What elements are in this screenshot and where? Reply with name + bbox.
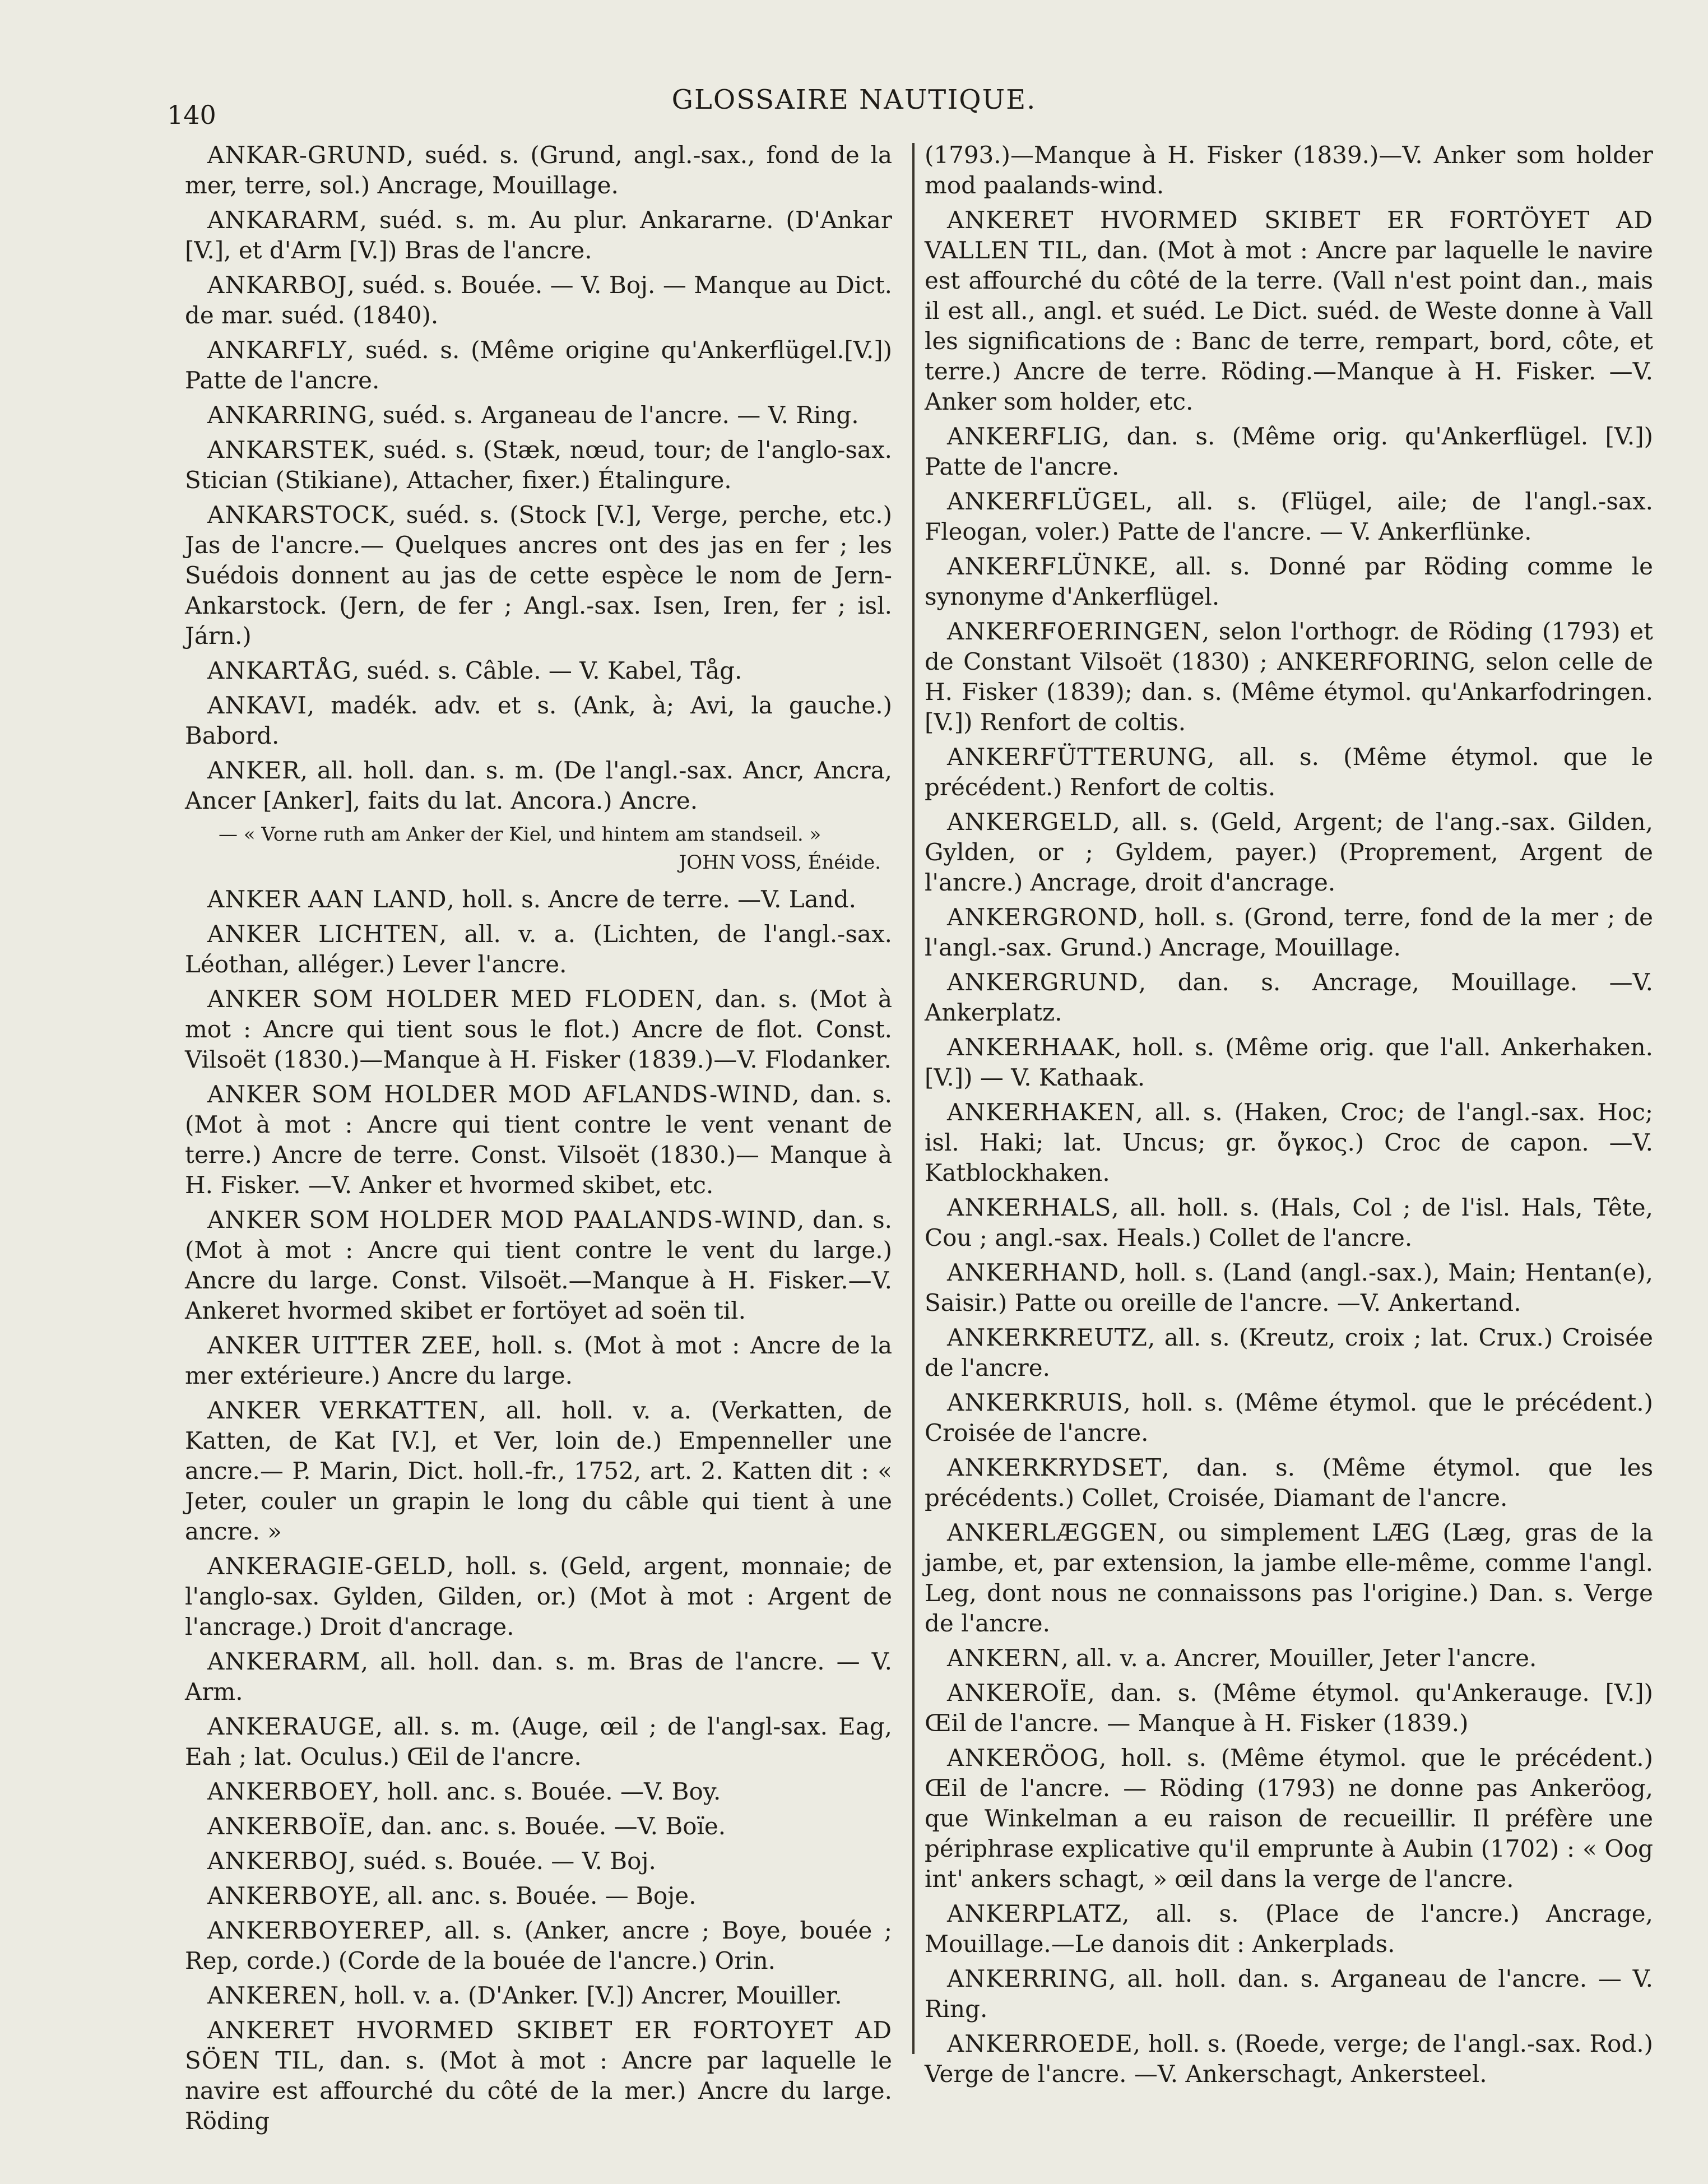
entry-definition: , suéd. s. (Stock [V.], Verge, perche, etc.) Jas de l'ancre.— Quelques ancres ont des jas en fer ; les Suédois donnent au jas de cette espèce le nom de Jern-Ankarstock. (Jern, de fer ; Angl.-sax. Isen, Iren, fer ; isl. Járn.) <box>185 501 892 650</box>
glossary-entry <box>185 270 892 331</box>
entry-definition: , dan. s. (Mot à mot : Ancre qui tient sous le flot.) Ancre de flot. Const. Vilsoët (1830.)—Manque à H. Fisker (1839.)—V. Flodanker. <box>185 985 892 1073</box>
glossary-entry <box>185 1079 892 1200</box>
glossary-entry <box>925 1678 1653 1738</box>
entry-headword: ANKERPLATZ <box>947 1900 1122 1927</box>
entry-definition: , holl. s. (Même étymol. que le précédent.) Œil de l'ancre. — Röding (1793) ne donne pas Ankeröog, que Winkelman a eu raison de recueillir. Il préfère une périphrase explicative qu'il emprunte à Aubin (1702) : « Oog int' ankers schagt, » œil dans la verge de l'ancre. <box>925 1744 1653 1893</box>
glossary-entry <box>925 902 1653 963</box>
glossary-entry <box>925 1899 1653 1959</box>
entry-headword: ANKER SOM HOLDER MED FLODEN <box>207 985 696 1013</box>
glossary-entry <box>185 1395 892 1547</box>
glossary-entry <box>185 2015 892 2136</box>
entry-headword: ANKER UITTER ZEE <box>207 1332 474 1359</box>
entry-definition: , dan. s. (Mot à mot : Ancre par laquelle le navire est affourché du côté de la mer.) Ancre du large. Röding <box>185 2047 892 2135</box>
glossary-entry <box>185 1647 892 1707</box>
entry-definition: , all. v. a. Ancrer, Mouiller, Jeter l'ancre. <box>1061 1644 1537 1672</box>
glossary-entry <box>925 1643 1653 1673</box>
glossary-entry <box>185 1916 892 1976</box>
entry-definition: , suéd. s. Bouée. — V. Boj. <box>348 1847 656 1875</box>
entry-definition: , all. s. (Place de l'ancre.) Ancrage, Mouillage.—Le danois dit : Ankerplads. <box>925 1900 1653 1958</box>
glossary-entry <box>185 1777 892 1807</box>
entry-definition: , holl. s. (Mot à mot : Ancre de la mer extérieure.) Ancre du large. <box>185 1332 892 1389</box>
entry-headword: ANKERARM <box>207 1648 361 1675</box>
page-number: 140 <box>167 100 216 130</box>
entry-definition: , dan. s. Ancrage, Mouillage. —V. Ankerplatz. <box>925 968 1653 1026</box>
entry-definition: , holl. anc. s. Bouée. —V. Boy. <box>372 1778 721 1805</box>
glossary-entry <box>925 742 1653 803</box>
entry-definition: (1793.)—Manque à H. Fisker (1839.)—V. Anker som holder mod paalands-wind. <box>925 141 1653 199</box>
entry-headword: ANKERKREUTZ <box>947 1324 1148 1351</box>
glossary-entry <box>925 1453 1653 1513</box>
right-column <box>925 140 1653 2094</box>
entry-headword: ANKERET HVORMED SKIBET ER FORTOYET AD SÖEN TIL <box>185 2016 892 2074</box>
entry-headword: ANKAVI <box>207 692 307 719</box>
entry-headword: ANKARARM <box>207 206 360 234</box>
entry-definition: , suéd. s. Câble. — V. Kabel, Tåg. <box>351 657 742 684</box>
glossary-entry <box>185 500 892 651</box>
glossary-entry <box>925 205 1653 417</box>
entry-definition: , all. s. (Geld, Argent; de l'ang.-sax. Gilden, Gylden, or ; Gyldem, payer.) (Proprement, Argent de l'ancre.) Ancrage, droit d'ancrage. <box>925 808 1653 896</box>
entry-definition: , holl. s. Ancre de terre. —V. Land. <box>447 885 856 913</box>
glossary-entry <box>185 435 892 495</box>
entry-headword: ANKERBOJ <box>207 1847 349 1875</box>
entry-definition: , holl. s. (Roede, verge; de l'angl.-sax. Rod.) Verge de l'ancre. —V. Ankerschagt, Ankersteel. <box>925 2030 1653 2088</box>
entry-headword: ANKARFLY <box>207 336 347 364</box>
entry-definition: , suéd. s. (Stæk, nœud, tour; de l'anglo-sax. Stician (Stikiane), Attacher, fixer.) Étalingure. <box>185 436 892 494</box>
glossary-entry <box>925 616 1653 738</box>
entry-headword: ANKERFLÜNKE <box>947 553 1149 580</box>
glossary-entry <box>185 755 892 816</box>
glossary-entry <box>185 205 892 266</box>
entry-headword: ANKERFÜTTERUNG <box>947 743 1208 771</box>
glossary-entry <box>925 967 1653 1028</box>
glossary-entry <box>185 690 892 751</box>
glossary-entry <box>185 1205 892 1326</box>
glossary-entry <box>185 1881 892 1911</box>
glossary-entry <box>185 656 892 686</box>
entry-headword: ANKERFOERINGEN <box>947 618 1202 645</box>
entry-headword: ANKERKRYDSET <box>947 1454 1162 1481</box>
entry-definition: , holl. s. (Geld, argent, monnaie; de l'anglo-sax. Gylden, Gilden, or.) (Mot à mot : Argent de l'ancrage.) Droit d'ancrage. <box>185 1552 892 1640</box>
entry-definition: , all. s. Donné par Röding comme le synonyme d'Ankerflügel. <box>925 553 1653 610</box>
entry-headword: ANKARBOJ <box>207 271 347 299</box>
entry-definition: , dan. s. (Même orig. qu'Ankerflügel. [V.]) Patte de l'ancre. <box>925 423 1653 480</box>
entry-headword: ANKARRING <box>207 401 368 429</box>
glossary-entry <box>185 1846 892 1876</box>
entry-headword: ANKEREN <box>207 1982 340 2009</box>
entry-definition: , dan. s. (Mot à mot : Ancre qui tient contre le vent venant de terre.) Ancre de terre. Const. Vilsoët (1830.)— Manque à H. Fisker. —V. Anker et hvormed skibet, etc. <box>185 1081 892 1199</box>
glossary-entry <box>925 140 1653 201</box>
glossary-entry <box>925 1032 1653 1093</box>
entry-headword: ANKAR-GRUND <box>207 141 406 169</box>
entry-headword: ANKERHAAK <box>947 1033 1115 1061</box>
glossary-entry <box>925 486 1653 547</box>
entry-definition: , all. anc. s. Bouée. — Boje. <box>372 1882 697 1909</box>
glossary-entry <box>185 335 892 396</box>
entry-headword: ANKERET HVORMED SKIBET ER FORTÖYET AD VALLEN TIL <box>925 206 1653 264</box>
entry-headword: ANKERRING <box>947 1965 1109 1992</box>
entry-definition: , suéd. s. (Même origine qu'Ankerflügel.[V.]) Patte de l'ancre. <box>185 336 892 394</box>
entry-headword: ANKER <box>207 757 300 784</box>
entry-headword: ANKERROEDE <box>947 2030 1133 2057</box>
entry-definition: , suéd. s. (Grund, angl.-sax., fond de la mer, terre, sol.) Ancrage, Mouillage. <box>185 141 892 199</box>
glossary-entry <box>925 1097 1653 1188</box>
entry-headword: ANKER SOM HOLDER MOD AFLANDS-WIND <box>207 1081 792 1108</box>
glossary-entry <box>925 1193 1653 1253</box>
entry-definition: , all. holl. v. a. (Verkatten, de Katten, de Kat [V.], et Ver, loin de.) Empenneller une ancre.— P. Marin, Dict. holl.-fr., 1752, art. 2. Katten dit : « Jeter, couler un grapin le long du câble qui tient à une ancre. » <box>185 1397 892 1545</box>
glossary-entry <box>925 1323 1653 1383</box>
glossary-entry <box>185 140 892 201</box>
entry-headword: ANKERGRUND <box>947 968 1139 996</box>
entry-definition: , selon l'orthogr. de Röding (1793) et de Constant Vilsoët (1830) ; ANKERFORING, selon celle de H. Fisker (1839); dan. s. (Même étymol. qu'Ankarfodringen. [V.]) Renfort de coltis. <box>925 618 1653 736</box>
entry-headword: ANKERHAND <box>947 1259 1120 1286</box>
glossary-entry <box>925 1964 1653 2024</box>
entry-definition: , holl. s. (Même orig. que l'all. Ankerhaken. [V.]) — V. Kathaak. <box>925 1033 1653 1091</box>
entry-definition: , holl. v. a. (D'Anker. [V.]) Ancrer, Mouiller. <box>339 1982 842 2009</box>
entry-headword: ANKERBOEY <box>207 1778 373 1805</box>
entry-headword: ANKERÖOG <box>947 1744 1099 1772</box>
glossary-entry <box>925 1743 1653 1894</box>
entry-headword: ANKARSTEK <box>207 436 368 463</box>
glossary-entry <box>185 919 892 980</box>
glossary-entry <box>925 1388 1653 1448</box>
entry-definition: , dan. s. (Mot à mot : Ancre qui tient contre le vent du large.) Ancre du large. Const. Vilsoët.—Manque à H. Fisker.—V. Ankeret hvormed skibet er fortöyet ad soën til. <box>185 1206 892 1324</box>
entry-headword: ANKER LICHTEN <box>207 920 439 948</box>
glossary-entry <box>925 2029 1653 2089</box>
entry-definition: , holl. s. (Land (angl.-sax.), Main; Hentan(e), Saisir.) Patte ou oreille de l'ancre. —V. Ankertand. <box>925 1259 1653 1316</box>
entry-headword: ANKERN <box>947 1644 1061 1672</box>
entry-definition: , dan. anc. s. Bouée. —V. Boïe. <box>366 1812 726 1840</box>
entry-headword: ANKERKRUIS <box>947 1389 1124 1416</box>
entry-definition: , all. v. a. (Lichten, de l'angl.-sax. Léothan, alléger.) Lever l'ancre. <box>185 920 892 978</box>
entry-definition: , holl. s. (Grond, terre, fond de la mer ; de l'angl.-sax. Grund.) Ancrage, Mouillage. <box>925 903 1653 961</box>
entry-headword: ANKERBOYE <box>207 1882 373 1909</box>
entry-definition: , all. holl. dan. s. m. Bras de l'ancre. — V. Arm. <box>185 1648 892 1705</box>
entry-headword: ANKERGELD <box>947 808 1113 836</box>
glossary-entry <box>925 421 1653 482</box>
entry-headword: ANKERFLIG <box>947 423 1102 450</box>
entry-definition: , all. s. (Même étymol. que le précédent.) Renfort de coltis. <box>925 743 1653 801</box>
entry-headword: ANKERAGIE-GELD <box>207 1552 447 1580</box>
entry-headword: ANKERAUGE <box>207 1713 375 1740</box>
running-head: GLOSSAIRE NAUTIQUE. <box>671 84 1037 115</box>
left-column <box>185 140 892 2141</box>
entry-definition: , dan. s. (Même étymol. que les précédents.) Collet, Croisée, Diamant de l'ancre. <box>925 1454 1653 1511</box>
glossary-entry <box>925 807 1653 898</box>
glossary-entry <box>185 1551 892 1642</box>
entry-definition: , all. s. (Kreutz, croix ; lat. Crux.) Croisée de l'ancre. <box>925 1324 1653 1381</box>
entry-definition: , all. s. (Flügel, aile; de l'angl.-sax. Fleogan, voler.) Patte de l'ancre. — V. Ankerflünke. <box>925 488 1653 545</box>
column-rule <box>912 143 915 2054</box>
glossary-entry <box>185 1811 892 1842</box>
entry-headword: ANKER SOM HOLDER MOD PAALANDS-WIND <box>207 1206 797 1234</box>
entry-definition: , suéd. s. Bouée. — V. Boj. — Manque au Dict. de mar. suéd. (1840). <box>185 271 892 329</box>
quotation: — « Vorne ruth am Anker der Kiel, und hintem am standseil. » <box>219 823 821 846</box>
entry-headword: ANKERGROND <box>947 903 1138 931</box>
glossary-entry <box>925 551 1653 612</box>
entry-definition: , suéd. s. Arganeau de l'ancre. — V. Ring. <box>368 401 859 429</box>
entry-headword: ANKERHAKEN <box>947 1098 1136 1126</box>
entry-definition: , all. holl. s. (Hals, Col ; de l'isl. Hals, Tête, Cou ; angl.-sax. Heals.) Collet de l'ancre. <box>925 1194 1653 1251</box>
glossary-entry <box>185 1712 892 1772</box>
entry-headword: ANKARTÅG <box>207 657 352 684</box>
entry-definition: , all. s. (Haken, Croc; de l'angl.-sax. Hoc; isl. Haki; lat. Uncus; gr. ὄγκος.) Croc de capon. —V. Katblockhaken. <box>925 1098 1653 1186</box>
glossary-entry <box>185 884 892 915</box>
glossary-entry <box>185 400 892 430</box>
glossary-entry <box>185 1330 892 1391</box>
quotation-attribution: JOHN VOSS, Énéide. <box>679 851 881 874</box>
glossary-entry <box>925 1518 1653 1639</box>
entry-definition: , dan. s. (Même étymol. qu'Ankerauge. [V.]) Œil de l'ancre. — Manque à H. Fisker (1839.) <box>925 1679 1653 1737</box>
entry-definition: , madék. adv. et s. (Ank, à; Avi, la gauche.) Babord. <box>185 692 892 749</box>
entry-headword: ANKER AAN LAND <box>207 885 447 913</box>
entry-definition: , dan. (Mot à mot : Ancre par laquelle le navire est affourché du côté de la terre. (Vall n'est point dan., mais il est all., angl. et suéd. Le Dict. suéd. de Weste donne à Vall les significations de : Banc de terre, rempart, bord, côte, et terre.) Ancre de terre. Röding.—Manque à H. Fisker. —V. Anker som holder, etc. <box>925 237 1653 415</box>
entry-definition: , ou simplement LÆG (Læg, gras de la jambe, et, par extension, la jambe elle-même, comme l'angl. Leg, dont nous ne connaissons pas l'origine.) Dan. s. Verge de l'ancre. <box>925 1519 1653 1637</box>
glossary-entry <box>185 1981 892 2011</box>
entry-definition: , all. s. (Anker, ancre ; Boye, bouée ; Rep, corde.) (Corde de la bouée de l'ancre.) Orin. <box>185 1917 892 1974</box>
entry-headword: ANKER VERKATTEN <box>207 1397 479 1424</box>
entry-definition: , all. holl. dan. s. m. (De l'angl.-sax. Ancr, Ancra, Ancer [Anker], faits du lat. Ancora.) Ancre. <box>185 757 892 814</box>
entry-headword: ANKERHALS <box>947 1194 1112 1221</box>
entry-headword: ANKERLÆGGEN <box>947 1519 1158 1546</box>
entry-headword: ANKARSTOCK <box>207 501 389 528</box>
entry-definition: , holl. s. (Même étymol. que le précédent.) Croisée de l'ancre. <box>925 1389 1653 1446</box>
entry-headword: ANKERFLÜGEL <box>947 488 1145 515</box>
entry-definition: , all. s. m. (Auge, œil ; de l'angl-sax. Eag, Eah ; lat. Oculus.) Œil de l'ancre. <box>185 1713 892 1770</box>
entry-headword: ANKERBOYEREP <box>207 1917 425 1944</box>
glossary-entry <box>925 1258 1653 1318</box>
entry-headword: ANKERBOÏE <box>207 1812 366 1840</box>
entry-definition: , suéd. s. m. Au plur. Ankararne. (D'Ankar [V.], et d'Arm [V.]) Bras de l'ancre. <box>185 206 892 264</box>
entry-headword: ANKEROÏE <box>947 1679 1088 1707</box>
glossary-entry <box>185 984 892 1075</box>
entry-definition: , all. holl. dan. s. Arganeau de l'ancre. — V. Ring. <box>925 1965 1653 2023</box>
